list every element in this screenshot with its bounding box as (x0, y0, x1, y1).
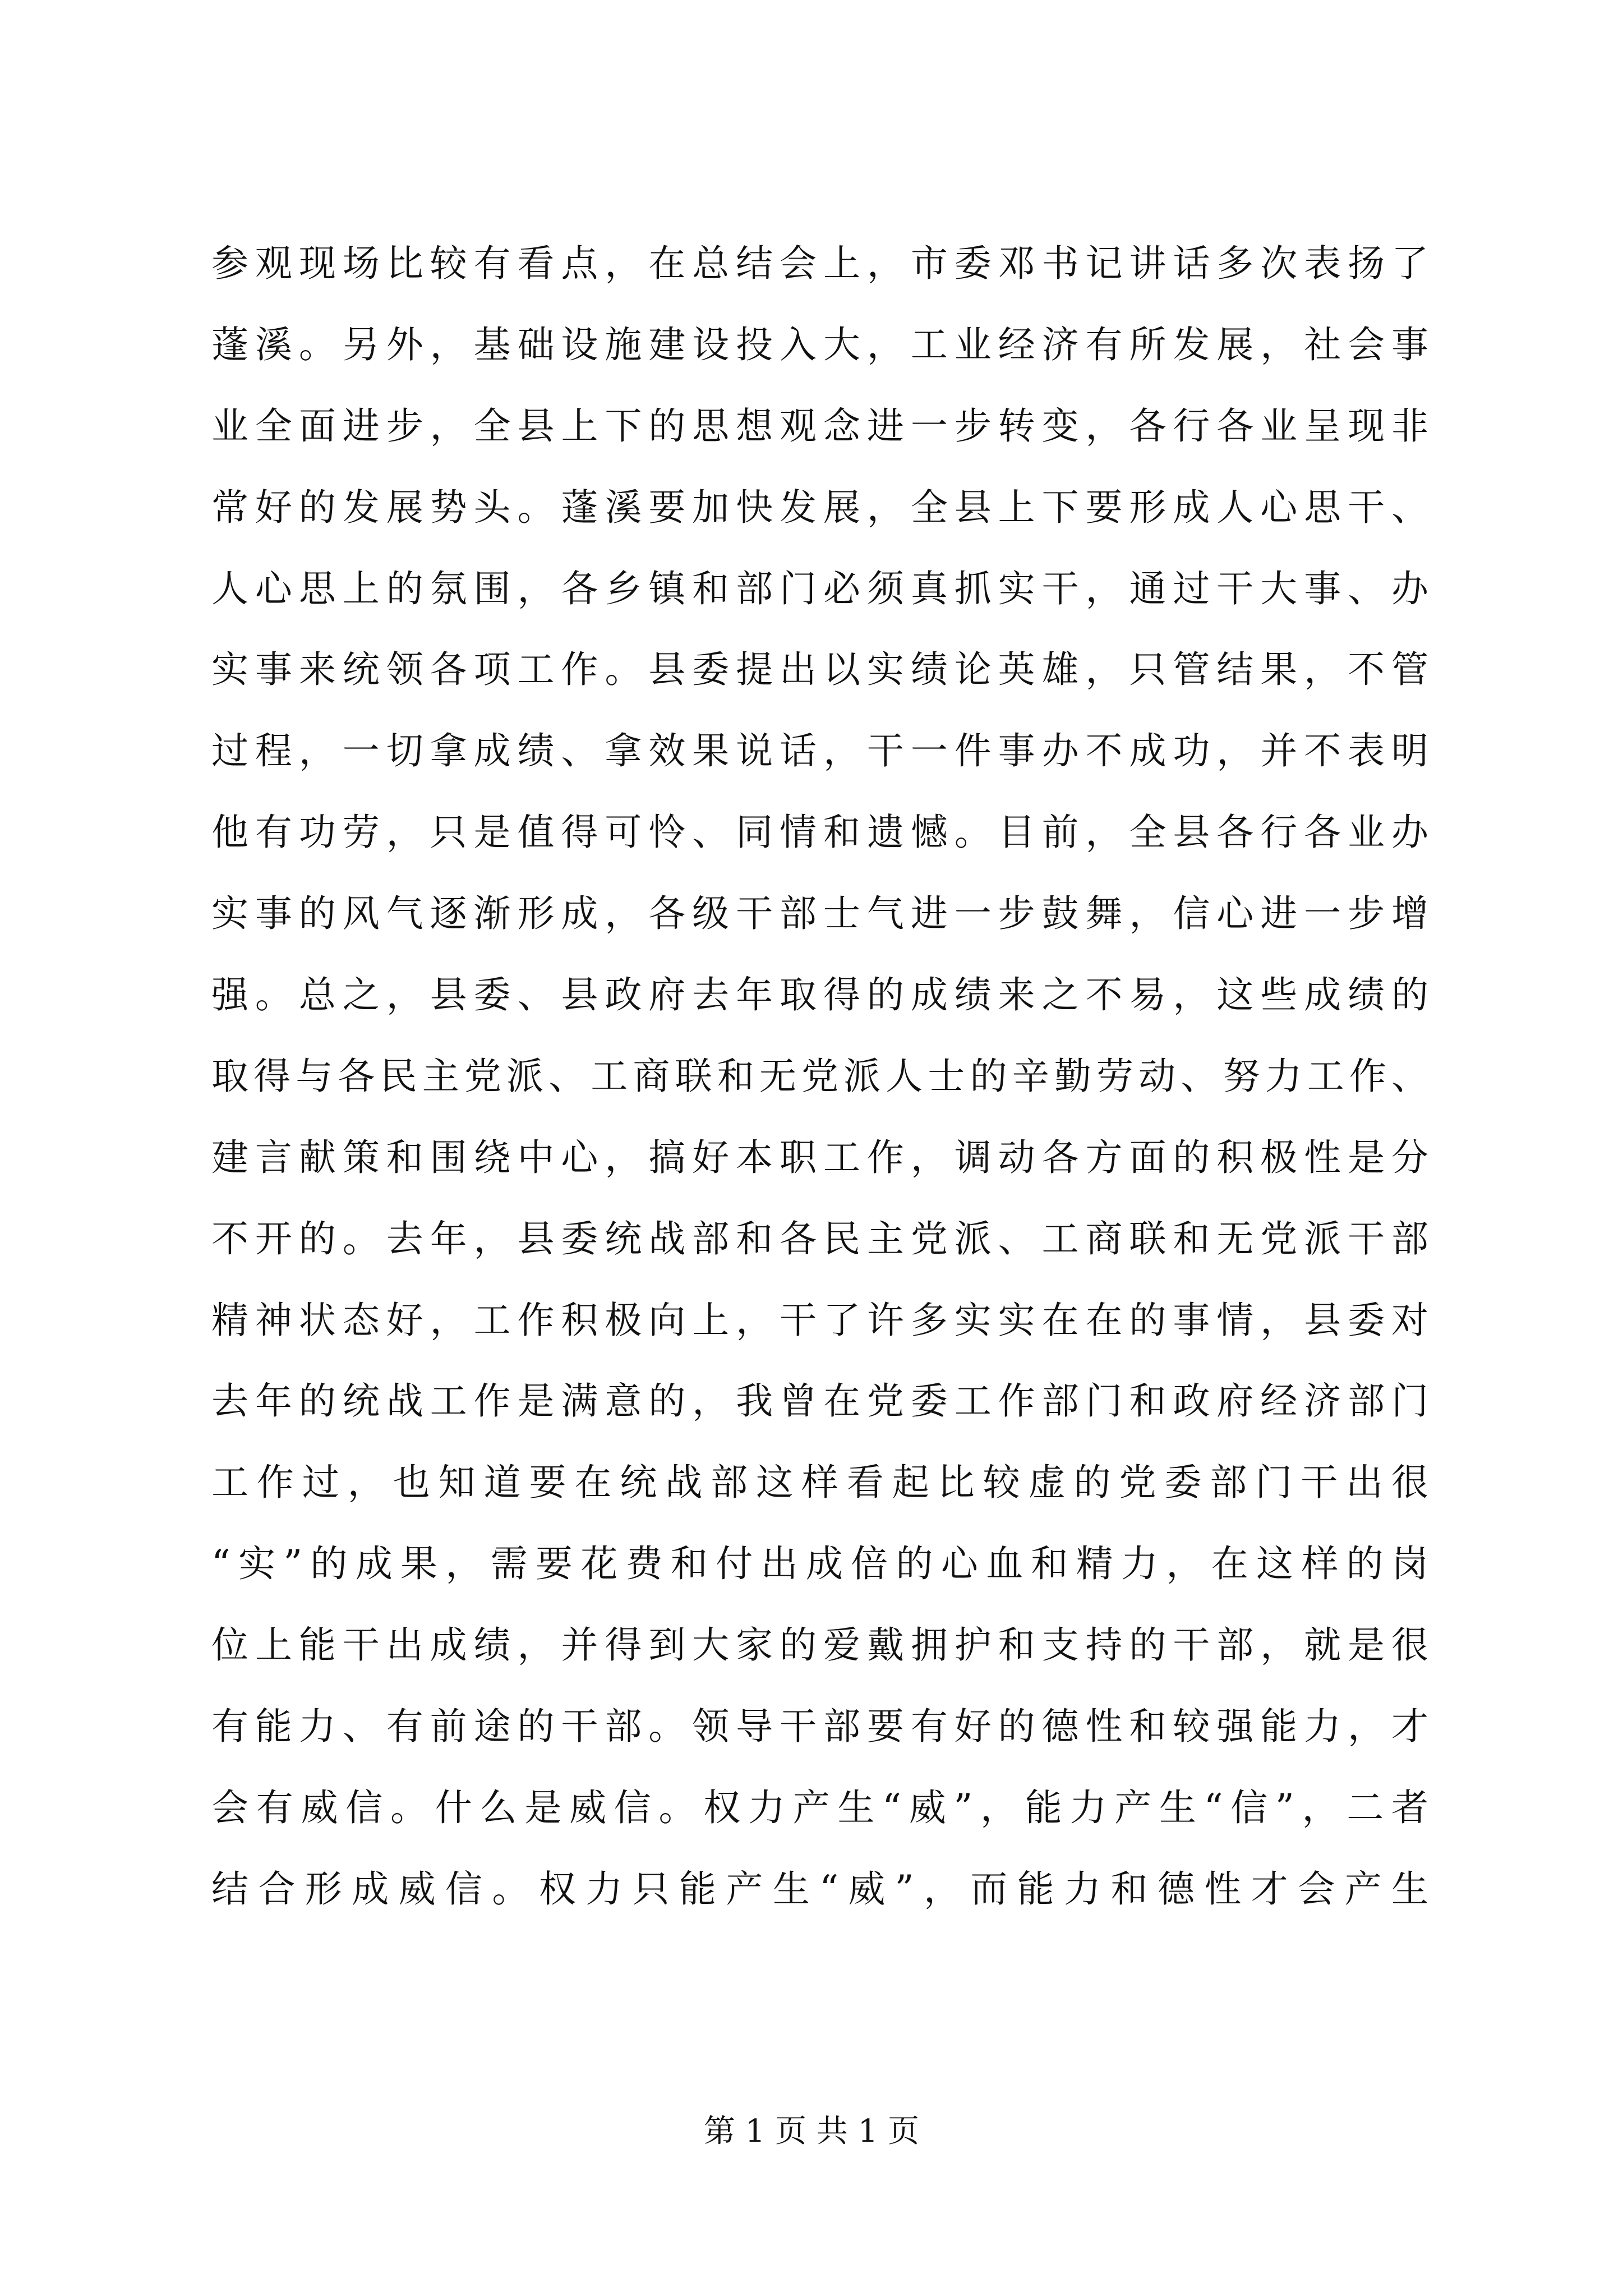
text-line-4: 常好的发展势头。蓬溪要加快发展，全县上下要形成人心思干、 (211, 485, 1428, 529)
text-line-19: 有能力、有前途的干部。领导干部要有好的德性和较强能力，才 (211, 1705, 1428, 1749)
text-line-15: 去年的统战工作是满意的，我曾在党委工作部门和政府经济部门 (211, 1379, 1428, 1423)
body-text (211, 223, 1428, 1930)
text-line-6: 实事来统领各项工作。县委提出以实绩论英雄，只管结果，不管 (211, 648, 1428, 692)
text-line-20: 会有威信。什么是威信。权力产生“威”，能力产生“信”，二者 (211, 1786, 1428, 1829)
text-line-10: 强。总之，县委、县政府去年取得的成绩来之不易，这些成绩的 (211, 973, 1428, 1017)
text-line-12: 建言献策和围绕中心，搞好本职工作，调动各方面的积极性是分 (211, 1135, 1428, 1179)
text-line-7: 过程，一切拿成绩、拿效果说话，干一件事办不成功，并不表明 (211, 729, 1428, 773)
text-line-17: “实”的成果，需要花费和付出成倍的心血和精力，在这样的岗 (211, 1542, 1428, 1586)
text-line-9: 实事的风气逐渐形成，各级干部士气进一步鼓舞，信心进一步增 (211, 892, 1428, 936)
text-line-16: 工作过，也知道要在统战部这样看起比较虚的党委部门干出很 (211, 1461, 1428, 1504)
text-line-2: 蓬溪。另外，基础设施建设投入大，工业经济有所发展，社会事 (211, 323, 1428, 366)
text-line-13: 不开的。去年，县委统战部和各民主党派、工商联和无党派干部 (211, 1217, 1428, 1260)
text-line-14: 精神状态好，工作积极向上，干了许多实实在在的事情，县委对 (211, 1298, 1428, 1342)
page-footer: 第 1 页 共 1 页 (703, 2113, 920, 2150)
text-line-5: 人心思上的氛围，各乡镇和部门必须真抓实干，通过干大事、办 (211, 567, 1428, 610)
text-line-3: 业全面进步，全县上下的思想观念进一步转变，各行各业呈现非 (211, 404, 1428, 448)
text-line-1: 参观现场比较有看点，在总结会上，市委邓书记讲话多次表扬了 (211, 242, 1428, 285)
text-line-11: 取得与各民主党派、工商联和无党派人士的辛勤劳动、努力工作、 (211, 1054, 1428, 1098)
text-line-21: 结合形成威信。权力只能产生“威”，而能力和德性才会产生 (211, 1867, 1428, 1911)
text-line-8: 他有功劳，只是值得可怜、同情和遗憾。目前，全县各行各业办 (211, 811, 1428, 854)
text-line-18: 位上能干出成绩，并得到大家的爱戴拥护和支持的干部，就是很 (211, 1623, 1428, 1667)
